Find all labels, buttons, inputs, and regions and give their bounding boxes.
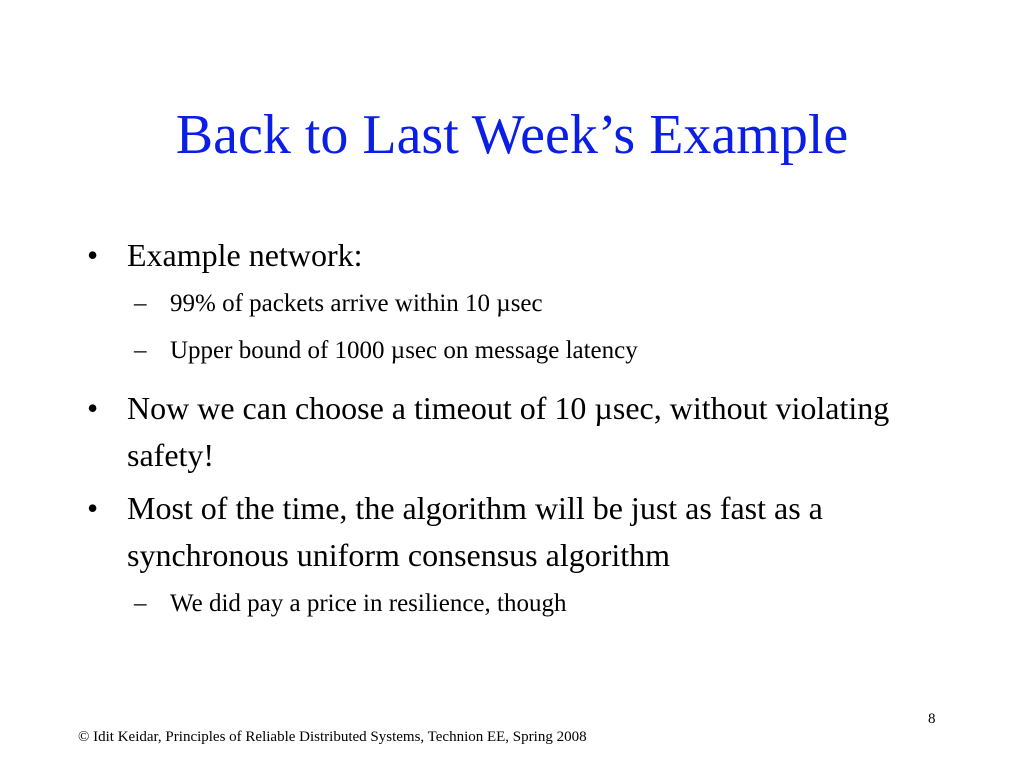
sub-bullet-text: Upper bound of 1000 µsec on message latency xyxy=(170,337,638,364)
sub-bullet-item xyxy=(87,332,947,370)
sub-bullet-marker: – xyxy=(134,290,147,317)
sub-bullet-marker: – xyxy=(134,590,147,617)
footer-copyright: © Idit Keidar, Principles of Reliable Distributed Systems, Technion EE, Spring 2008 xyxy=(78,729,587,745)
bullet-item xyxy=(87,485,947,579)
bullet-text: Example network: xyxy=(127,237,363,273)
bullet-marker: • xyxy=(87,390,99,426)
sub-bullet-item xyxy=(87,585,947,623)
sub-bullet-marker: – xyxy=(134,337,147,364)
sub-bullet-text: We did pay a price in resilience, though xyxy=(170,590,567,617)
sub-bullet-item xyxy=(87,285,947,323)
bullet-marker: • xyxy=(87,237,99,273)
page-number: 8 xyxy=(928,711,936,727)
sub-bullet-text: 99% of packets arrive within 10 µsec xyxy=(170,290,543,317)
bullet-text: Most of the time, the algorithm will be just as fast as a synchronous uniform consensus algorithm xyxy=(127,490,823,573)
bullet-item xyxy=(87,385,947,479)
slide-body xyxy=(87,232,947,632)
bullet-item xyxy=(87,232,947,279)
slide-title: Back to Last Week’s Example xyxy=(175,104,849,166)
bullet-text: Now we can choose a timeout of 10 µsec, without violating safety! xyxy=(127,390,890,473)
bullet-marker: • xyxy=(87,490,99,526)
